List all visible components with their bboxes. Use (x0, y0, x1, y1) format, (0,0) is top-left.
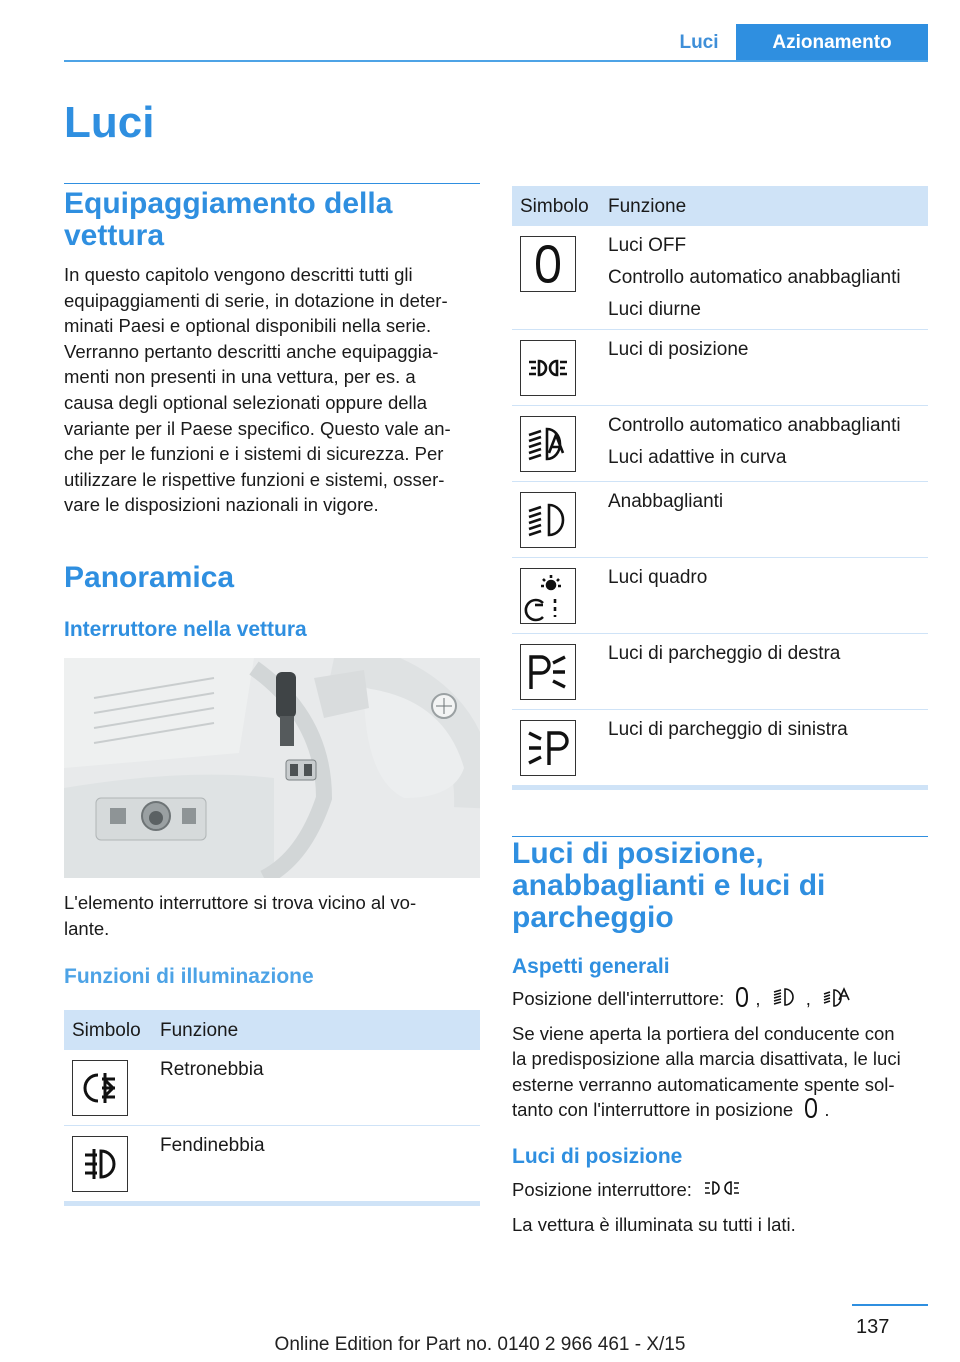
parking-lights-icon (520, 340, 576, 396)
heading-line: Luci di posizione, (512, 837, 764, 870)
text-line: Se viene aperta la portiera del conducente con (512, 1022, 895, 1044)
text-line: equipaggiamenti di serie, in dotazione in deter- (64, 289, 448, 311)
aspetti-text (512, 986, 932, 1126)
table-row (512, 236, 928, 326)
function-line: Fendinebbia (160, 1135, 265, 1156)
switch-position-line (512, 1177, 932, 1206)
table-row (512, 492, 928, 550)
row-separator (512, 557, 928, 558)
luci-di-posizione-subheading: Luci di posizione (512, 1145, 683, 1168)
rear-fog-light-icon (72, 1060, 128, 1116)
function-line: Anabbaglianti (608, 491, 724, 512)
table-row (512, 340, 928, 398)
text-span: . (824, 1099, 830, 1121)
separator: , (805, 988, 811, 1010)
lights-off-icon (520, 236, 576, 292)
function-text (160, 1054, 264, 1086)
row-separator (64, 1125, 480, 1126)
heading-line: parcheggio (512, 901, 674, 934)
switch-photo (64, 658, 480, 878)
function-line: Luci di parcheggio di destra (608, 643, 841, 664)
function-text (608, 638, 840, 670)
text-line: la predisposizione alla marcia disattivata, le luci (512, 1048, 901, 1070)
text-line: che per le funzioni e i sistemi di sicurezza. Per (64, 443, 444, 465)
function-line: Luci di posizione (608, 339, 749, 360)
text-line: Verranno pertanto descritti anche equipaggia- (64, 340, 439, 362)
table-row (512, 568, 928, 626)
funzioni-heading: Funzioni di illuminazione (64, 965, 314, 988)
col-simbolo: Simbolo (72, 1020, 141, 1041)
front-fog-light-icon (72, 1136, 128, 1192)
low-beam-icon (520, 492, 576, 548)
text-line: La vettura è illuminata su tutti i lati. (512, 1213, 796, 1235)
function-line: Controllo automatico anabbaglianti (608, 267, 901, 288)
interruttore-heading: Interruttore nella vettura (64, 618, 307, 641)
separator: , (755, 988, 761, 1010)
page-number-rule (852, 1304, 928, 1306)
funzioni-table-header (64, 1010, 480, 1050)
table-row (512, 644, 928, 702)
function-line: Luci quadro (608, 567, 708, 588)
function-text (608, 486, 723, 518)
auto-low-beam-icon (822, 986, 852, 1015)
row-separator (512, 633, 928, 634)
aspetti-heading: Aspetti generali (512, 955, 670, 978)
edition-footer: Online Edition for Part no. 0140 2 966 461 - X/15 (274, 1334, 686, 1355)
text-line: variante per il Paese specifico. Questo vale an- (64, 417, 451, 439)
row-separator (512, 405, 928, 406)
auto-low-beam-icon (520, 416, 576, 472)
parking-right-icon (520, 644, 576, 700)
function-line: Retronebbia (160, 1059, 264, 1080)
dashboard-lights-icon (520, 568, 576, 624)
row-separator (512, 481, 928, 482)
header-tab-azionamento[interactable]: Azionamento (736, 24, 928, 62)
header-tab-luci[interactable]: Luci (679, 32, 719, 53)
switch-table-header (512, 186, 928, 226)
photo-caption (64, 890, 484, 941)
function-text (608, 230, 901, 326)
col-simbolo: Simbolo (520, 196, 589, 217)
table-row (64, 1136, 480, 1194)
lights-off-icon (804, 1097, 818, 1126)
heading-line: anabbaglianti e luci di (512, 869, 826, 902)
function-text (608, 334, 748, 366)
text-span: tanto con l'interruttore in posizione (512, 1099, 794, 1121)
text-line: lante. (64, 917, 110, 939)
page-title: Luci (64, 98, 155, 147)
text-line: minati Paesi e optional disponibili nella serie. (64, 315, 432, 337)
function-line: Luci diurne (608, 299, 701, 320)
switch-position-line (512, 986, 932, 1015)
switch-pos-label: Posizione dell'interruttore: (512, 988, 725, 1010)
table-end-bar (64, 1201, 480, 1206)
text-line: menti non presenti in una vettura, per es. a (64, 366, 416, 388)
function-text (608, 562, 707, 594)
equip-text (64, 262, 484, 518)
section-rule (64, 183, 480, 184)
parking-left-icon (520, 720, 576, 776)
switch-label: Posizione interruttore: (512, 1179, 692, 1201)
text-line (512, 1097, 932, 1126)
text-line: utilizzare le rispettive funzioni e sistemi, osser- (64, 468, 445, 490)
text-line: esterne verranno automaticamente spente sol- (512, 1073, 895, 1095)
steering-area-illustration (64, 658, 480, 878)
col-funzione: Funzione (608, 196, 687, 217)
row-separator (512, 709, 928, 710)
page-number: 137 (856, 1316, 890, 1338)
table-row (64, 1060, 480, 1118)
function-line: Luci OFF (608, 235, 687, 256)
function-text (608, 410, 901, 474)
panoramica-heading: Panoramica (64, 561, 235, 594)
function-text (608, 714, 848, 746)
function-line: Luci adattive in curva (608, 447, 787, 468)
luci-posizione-heading (512, 838, 928, 934)
function-line: Controllo automatico anabbaglianti (608, 415, 901, 436)
table-row (512, 416, 928, 474)
table-row (512, 720, 928, 778)
equip-heading: Equipaggiamento della vettura (64, 187, 393, 252)
posizione-text (512, 1177, 932, 1237)
table-end-bar (512, 785, 928, 790)
text-line: causa degli optional selezionati oppure della (64, 391, 428, 413)
header-rule (64, 60, 928, 62)
row-separator (512, 329, 928, 330)
text-line: L'elemento interruttore si trova vicino al vo- (64, 892, 417, 913)
function-line: Luci di parcheggio di sinistra (608, 719, 848, 740)
text-line: In questo capitolo vengono descritti tutti gli (64, 264, 413, 285)
function-text (160, 1130, 265, 1162)
low-beam-icon (772, 986, 800, 1015)
col-funzione: Funzione (160, 1020, 239, 1041)
text-line: vare le disposizioni nazionali in vigore. (64, 494, 379, 516)
lights-off-icon (735, 986, 749, 1015)
parking-lights-icon (703, 1177, 747, 1206)
